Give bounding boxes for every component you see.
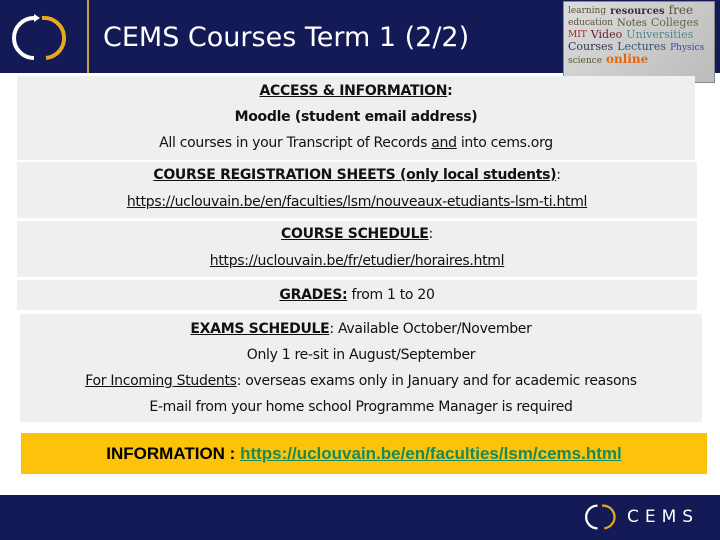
schedule-box: COURSE SCHEDULE: https://uclouvain.be/fr/etudier/horaires.html — [17, 221, 697, 277]
grades-heading: GRADES: — [279, 287, 348, 303]
collage-word: MIT — [568, 30, 587, 41]
collage-word: Lectures — [617, 40, 667, 54]
footer-bar — [0, 495, 720, 540]
cems-logo-icon — [12, 12, 72, 64]
registration-heading: COURSE REGISTRATION SHEETS (only local students) — [153, 167, 557, 183]
information-label: INFORMATION : — [106, 444, 241, 463]
collage-word: resources — [610, 6, 665, 18]
exams-heading: EXAMS SCHEDULE — [190, 321, 330, 337]
collage-word: Courses — [568, 40, 614, 54]
collage-word: Video — [590, 28, 623, 42]
registration-link[interactable]: https://uclouvain.be/en/faculties/lsm/nouveaux-etudiants-lsm-ti.html — [126, 194, 588, 210]
information-banner — [21, 433, 707, 474]
collage-word: learning — [568, 6, 607, 17]
cems-info-link[interactable]: https://uclouvain.be/en/faculties/lsm/cems.html — [240, 444, 622, 463]
collage-word: online — [606, 52, 649, 67]
collage-word: education — [568, 18, 613, 29]
collage-word: science — [568, 55, 603, 66]
grades-text: from 1 to 20 — [347, 287, 435, 303]
footer-brand-text: CEMS — [627, 507, 700, 527]
footer-logo — [585, 502, 699, 532]
collage-word: Colleges — [650, 16, 699, 30]
email-line: E-mail from your home school Programme Manager is required — [149, 399, 573, 415]
word-cloud-image — [563, 1, 715, 83]
collage-word: Universities — [626, 28, 694, 42]
access-info-box: ACCESS & INFORMATION: Moodle (student email address) All courses in your Transcript of Records and into cems.org — [17, 76, 695, 160]
moodle-line: Moodle (student email address) — [234, 109, 478, 125]
exams-box — [20, 314, 702, 422]
grades-box — [17, 280, 697, 310]
schedule-heading: COURSE SCHEDULE — [281, 226, 429, 242]
collage-word: free — [668, 3, 694, 17]
page-title: CEMS Courses Term 1 (2/2) — [103, 22, 470, 53]
cems-logo-icon — [585, 502, 619, 532]
collage-word: Notes — [617, 18, 647, 30]
resit-line: Only 1 re-sit in August/September — [246, 347, 476, 363]
access-heading: ACCESS & INFORMATION — [259, 83, 448, 99]
incoming-text: : overseas exams only in January and for academic reasons — [236, 373, 637, 389]
exams-text: : Available October/November — [329, 321, 532, 337]
and-text: and — [431, 135, 457, 151]
registration-box: COURSE REGISTRATION SHEETS (only local students): https://uclouvain.be/en/faculties/lsm/nouveaux-etudiants-lsm-ti.html — [17, 162, 697, 218]
transcript-text: All courses in your Transcript of Records — [159, 135, 432, 151]
cems-org-text: into cems.org — [456, 135, 553, 151]
schedule-link[interactable]: https://uclouvain.be/fr/etudier/horaires.html — [209, 253, 505, 269]
header-divider — [87, 0, 89, 73]
incoming-label: For Incoming Students — [85, 373, 237, 389]
collage-word: Physics — [670, 42, 705, 53]
